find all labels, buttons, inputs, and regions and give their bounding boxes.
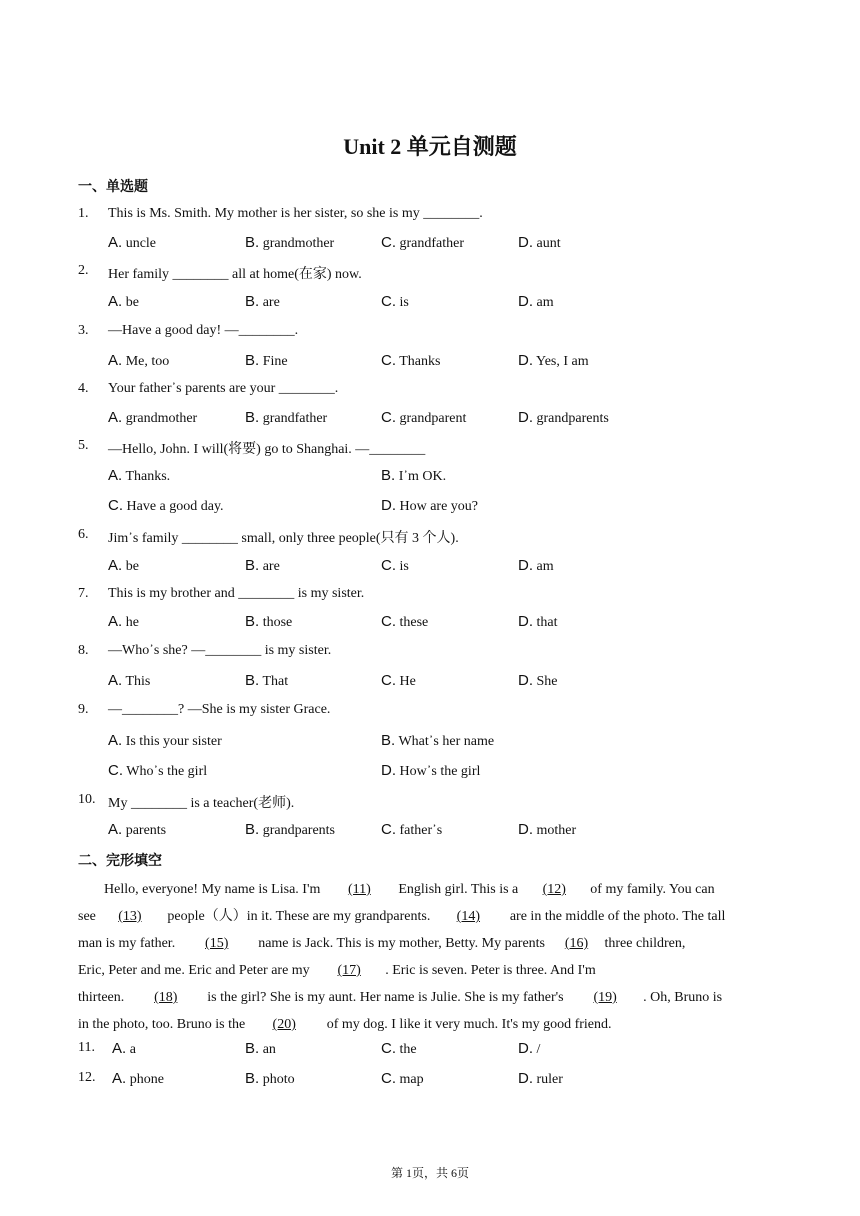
answer-option[interactable] bbox=[108, 234, 156, 252]
question-number: 12. bbox=[78, 1070, 96, 1085]
answer-option[interactable] bbox=[108, 821, 166, 839]
option-row bbox=[108, 352, 808, 372]
page-title: Unit 2 单元自测题 bbox=[343, 134, 517, 159]
answer-option[interactable] bbox=[381, 1040, 417, 1058]
answer-option[interactable] bbox=[108, 672, 150, 690]
option-text: that bbox=[536, 615, 558, 630]
answer-option[interactable] bbox=[108, 352, 169, 370]
option-letter: D. bbox=[518, 409, 533, 426]
option-letter: C. bbox=[381, 672, 396, 689]
question-text: This is Ms. Smith. My mother is her sister, so she is my ________. bbox=[108, 206, 483, 221]
answer-option[interactable] bbox=[381, 1070, 424, 1088]
passage-text: Eric, Peter and me. Eric and Peter are my bbox=[78, 963, 314, 978]
option-text: map bbox=[399, 1072, 424, 1087]
blank-16: (16) bbox=[564, 936, 589, 951]
option-text: grandparents bbox=[536, 411, 609, 426]
answer-option[interactable] bbox=[518, 352, 589, 370]
option-letter: A. bbox=[112, 1040, 127, 1057]
option-letter: A. bbox=[108, 613, 123, 630]
answer-option[interactable] bbox=[245, 821, 335, 839]
option-letter: D. bbox=[518, 1070, 533, 1087]
blank-12: (12) bbox=[542, 882, 566, 897]
option-letter: B. bbox=[381, 467, 396, 484]
question-number: 5. bbox=[78, 438, 89, 453]
option-text: Thanks bbox=[399, 354, 441, 369]
passage-text: Hello, everyone! My name is Lisa. I'm bbox=[104, 882, 321, 897]
answer-option[interactable] bbox=[108, 293, 139, 311]
option-row bbox=[108, 762, 808, 782]
option-text: grandmother bbox=[262, 236, 335, 251]
option-row bbox=[108, 613, 808, 633]
option-letter: D. bbox=[518, 1040, 533, 1057]
option-text: photo bbox=[262, 1072, 295, 1087]
passage-text: name is Jack. This is my mother, Betty. My parents bbox=[254, 936, 549, 951]
answer-option[interactable] bbox=[518, 234, 561, 252]
answer-option[interactable] bbox=[381, 497, 478, 515]
option-letter: B. bbox=[245, 234, 260, 251]
section-heading-cloze: 二、完形填空 bbox=[78, 853, 162, 869]
option-text: Yes, I am bbox=[535, 354, 589, 369]
question-number: 11. bbox=[78, 1040, 95, 1055]
answer-option[interactable] bbox=[518, 409, 609, 427]
option-letter: D. bbox=[381, 762, 396, 779]
question-number: 6. bbox=[78, 527, 89, 542]
option-text: phone bbox=[129, 1072, 164, 1087]
answer-option[interactable] bbox=[108, 613, 139, 631]
option-text: How are you? bbox=[399, 499, 479, 514]
passage-text: man is my father. bbox=[78, 936, 179, 951]
question-text: —Who᾽s she? —________ is my sister. bbox=[108, 643, 332, 658]
answer-option[interactable] bbox=[245, 613, 292, 631]
question-text: —________? —She is my sister Grace. bbox=[108, 702, 331, 717]
passage-text: . Oh, Bruno is bbox=[643, 990, 723, 1005]
option-letter: D. bbox=[518, 672, 533, 689]
blank-14: (14) bbox=[456, 909, 480, 924]
answer-option[interactable] bbox=[245, 293, 280, 311]
option-letter: B. bbox=[245, 672, 260, 689]
answer-option[interactable] bbox=[245, 557, 280, 575]
option-letter: C. bbox=[381, 234, 396, 251]
option-letter: B. bbox=[245, 613, 260, 630]
option-letter: A. bbox=[108, 467, 123, 484]
answer-option[interactable] bbox=[381, 762, 480, 780]
option-text: That bbox=[262, 674, 289, 689]
answer-option[interactable] bbox=[245, 409, 327, 427]
option-letter: C. bbox=[108, 497, 123, 514]
question-number: 2. bbox=[78, 263, 89, 278]
option-letter: B. bbox=[245, 821, 260, 838]
answer-option[interactable] bbox=[108, 732, 222, 750]
blank-17: (17) bbox=[337, 963, 361, 978]
option-text: Have a good day. bbox=[126, 499, 224, 514]
option-letter: D. bbox=[518, 352, 533, 369]
option-text: uncle bbox=[125, 236, 157, 251]
option-text: grandparents bbox=[262, 823, 335, 838]
option-letter: A. bbox=[108, 293, 123, 310]
answer-option[interactable] bbox=[518, 293, 554, 311]
option-text: parents bbox=[125, 823, 167, 838]
option-text: grandfather bbox=[262, 411, 328, 426]
option-letter: A. bbox=[112, 1070, 127, 1087]
question-text: This is my brother and ________ is my sister. bbox=[108, 586, 365, 601]
passage-text: in the photo, too. Bruno is the bbox=[78, 1017, 246, 1032]
option-letter: A. bbox=[108, 732, 123, 749]
answer-option[interactable] bbox=[381, 467, 446, 485]
option-text: grandparent bbox=[399, 411, 467, 426]
option-text: / bbox=[536, 1042, 541, 1057]
question-text: Your father᾽s parents are your ________. bbox=[108, 381, 339, 396]
option-letter: C. bbox=[381, 1070, 396, 1087]
question-text: —Hello, John. I will(将要) go to Shanghai. —________ bbox=[108, 442, 426, 457]
option-letter: B. bbox=[245, 293, 260, 310]
answer-option[interactable] bbox=[245, 234, 334, 252]
passage-text: English girl. This is a bbox=[398, 882, 519, 897]
option-letter: D. bbox=[381, 497, 396, 514]
answer-option[interactable] bbox=[245, 352, 288, 370]
answer-option[interactable] bbox=[108, 497, 224, 515]
option-row bbox=[108, 497, 808, 517]
option-letter: C. bbox=[381, 293, 396, 310]
page-footer: 第 1页，共 6页 bbox=[390, 1166, 469, 1180]
option-letter: D. bbox=[518, 234, 533, 251]
question-text: —Have a good day! —________. bbox=[108, 323, 299, 338]
option-text: Me, too bbox=[125, 354, 170, 369]
answer-option[interactable] bbox=[518, 557, 554, 575]
option-text: am bbox=[536, 295, 554, 310]
option-row bbox=[108, 409, 808, 429]
option-letter: B. bbox=[245, 1070, 260, 1087]
answer-option[interactable] bbox=[108, 467, 170, 485]
question-text: Jim᾽s family ________ small, only three people(只有 3 个人). bbox=[108, 531, 459, 546]
cloze-question bbox=[78, 1070, 778, 1090]
option-row bbox=[108, 293, 808, 313]
answer-option[interactable] bbox=[108, 762, 207, 780]
blank-15: (15) bbox=[205, 936, 229, 951]
question-number: 1. bbox=[78, 206, 89, 221]
option-letter: C. bbox=[381, 1040, 396, 1057]
passage-text: thirteen. bbox=[78, 990, 128, 1005]
option-letter: A. bbox=[108, 672, 123, 689]
option-text: those bbox=[262, 615, 293, 630]
answer-option[interactable] bbox=[381, 821, 442, 839]
answer-option[interactable] bbox=[112, 1040, 136, 1058]
question-number: 9. bbox=[78, 702, 89, 717]
option-text: He bbox=[399, 674, 416, 689]
option-letter: B. bbox=[245, 352, 260, 369]
question-text: Her family ________ all at home(在家) now. bbox=[108, 267, 362, 282]
answer-option[interactable] bbox=[245, 1070, 295, 1088]
option-letter: B. bbox=[381, 732, 396, 749]
option-text: Is this your sister bbox=[125, 734, 222, 749]
blank-13: (13) bbox=[118, 909, 142, 924]
option-text: a bbox=[129, 1042, 136, 1057]
option-text: father᾽s bbox=[399, 823, 443, 838]
answer-option[interactable] bbox=[381, 234, 464, 252]
option-letter: C. bbox=[381, 557, 396, 574]
option-text: Who᾽s the girl bbox=[126, 764, 208, 779]
passage-text: people（人）in it. These are my grandparents. bbox=[163, 909, 431, 924]
answer-option[interactable] bbox=[381, 293, 409, 311]
question-number: 8. bbox=[78, 643, 89, 658]
question-number: 7. bbox=[78, 586, 89, 601]
option-text: are bbox=[262, 559, 280, 574]
option-text: are bbox=[262, 295, 280, 310]
option-letter: A. bbox=[108, 821, 123, 838]
passage-text: are in the middle of the photo. The tall bbox=[506, 909, 726, 924]
option-text: grandfather bbox=[399, 236, 465, 251]
option-text: Thanks. bbox=[125, 469, 171, 484]
answer-option[interactable] bbox=[381, 732, 494, 750]
passage-text: of my dog. I like it very much. It's my good friend. bbox=[323, 1017, 612, 1032]
option-letter: B. bbox=[245, 557, 260, 574]
answer-option[interactable] bbox=[108, 557, 139, 575]
answer-option[interactable] bbox=[518, 1040, 540, 1058]
option-text: ruler bbox=[536, 1072, 563, 1087]
option-letter: D. bbox=[518, 557, 533, 574]
option-row bbox=[108, 672, 808, 692]
option-letter: A. bbox=[108, 409, 123, 426]
option-letter: A. bbox=[108, 234, 123, 251]
answer-option[interactable] bbox=[518, 672, 558, 690]
option-row bbox=[108, 732, 808, 752]
option-letter: C. bbox=[381, 821, 396, 838]
answer-option[interactable] bbox=[381, 557, 409, 575]
question-number: 4. bbox=[78, 381, 89, 396]
option-letter: C. bbox=[381, 352, 396, 369]
option-text: the bbox=[399, 1042, 417, 1057]
answer-option[interactable] bbox=[518, 821, 576, 839]
option-letter: B. bbox=[245, 409, 260, 426]
option-text: be bbox=[125, 295, 139, 310]
answer-option[interactable] bbox=[108, 409, 197, 427]
option-text: Fine bbox=[262, 354, 288, 369]
option-letter: D. bbox=[518, 821, 533, 838]
option-letter: C. bbox=[108, 762, 123, 779]
answer-option[interactable] bbox=[381, 672, 416, 690]
option-text: grandmother bbox=[125, 411, 198, 426]
blank-11: (11) bbox=[347, 882, 371, 897]
option-text: This bbox=[125, 674, 151, 689]
option-text: he bbox=[125, 615, 139, 630]
option-row bbox=[108, 234, 808, 254]
answer-option[interactable] bbox=[381, 352, 440, 370]
answer-option[interactable] bbox=[381, 613, 428, 631]
answer-option[interactable] bbox=[518, 613, 558, 631]
option-letter: C. bbox=[381, 409, 396, 426]
option-letter: C. bbox=[381, 613, 396, 630]
option-text: is bbox=[399, 559, 409, 574]
cloze-passage bbox=[78, 876, 778, 1038]
passage-text: of my family. You can bbox=[590, 882, 715, 897]
option-text: What᾽s her name bbox=[398, 734, 495, 749]
option-text: mother bbox=[536, 823, 577, 838]
answer-option[interactable] bbox=[245, 1040, 276, 1058]
passage-text: see bbox=[78, 909, 96, 924]
option-row bbox=[108, 557, 808, 577]
answer-option[interactable] bbox=[381, 409, 466, 427]
option-row bbox=[108, 467, 808, 487]
blank-19: (19) bbox=[593, 990, 617, 1005]
option-text: aunt bbox=[536, 236, 561, 251]
option-letter: B. bbox=[245, 1040, 260, 1057]
option-text: How᾽s the girl bbox=[399, 764, 481, 779]
option-text: these bbox=[399, 615, 429, 630]
option-text: is bbox=[399, 295, 409, 310]
option-text: I᾽m OK. bbox=[398, 469, 447, 484]
option-letter: D. bbox=[518, 293, 533, 310]
answer-option[interactable] bbox=[112, 1070, 164, 1088]
question-text: My ________ is a teacher(老师). bbox=[108, 796, 295, 811]
answer-option[interactable] bbox=[518, 1070, 563, 1088]
cloze-question bbox=[78, 1040, 778, 1060]
passage-text: is the girl? She is my aunt. Her name is Julie. She is my father's bbox=[203, 990, 568, 1005]
option-text: am bbox=[536, 559, 554, 574]
option-letter: A. bbox=[108, 352, 123, 369]
option-row bbox=[108, 821, 808, 841]
option-letter: D. bbox=[518, 613, 533, 630]
blank-20: (20) bbox=[272, 1017, 296, 1032]
passage-text: three children, bbox=[604, 936, 686, 951]
answer-option[interactable] bbox=[245, 672, 288, 690]
option-letter: A. bbox=[108, 557, 123, 574]
section-heading-single-choice: 一、单选题 bbox=[78, 179, 148, 195]
option-text: be bbox=[125, 559, 139, 574]
question-number: 3. bbox=[78, 323, 89, 338]
blank-18: (18) bbox=[154, 990, 178, 1005]
option-text: She bbox=[536, 674, 558, 689]
option-text: an bbox=[262, 1042, 276, 1057]
question-number: 10. bbox=[78, 792, 96, 807]
passage-text: . Eric is seven. Peter is three. And I'm bbox=[385, 963, 596, 978]
